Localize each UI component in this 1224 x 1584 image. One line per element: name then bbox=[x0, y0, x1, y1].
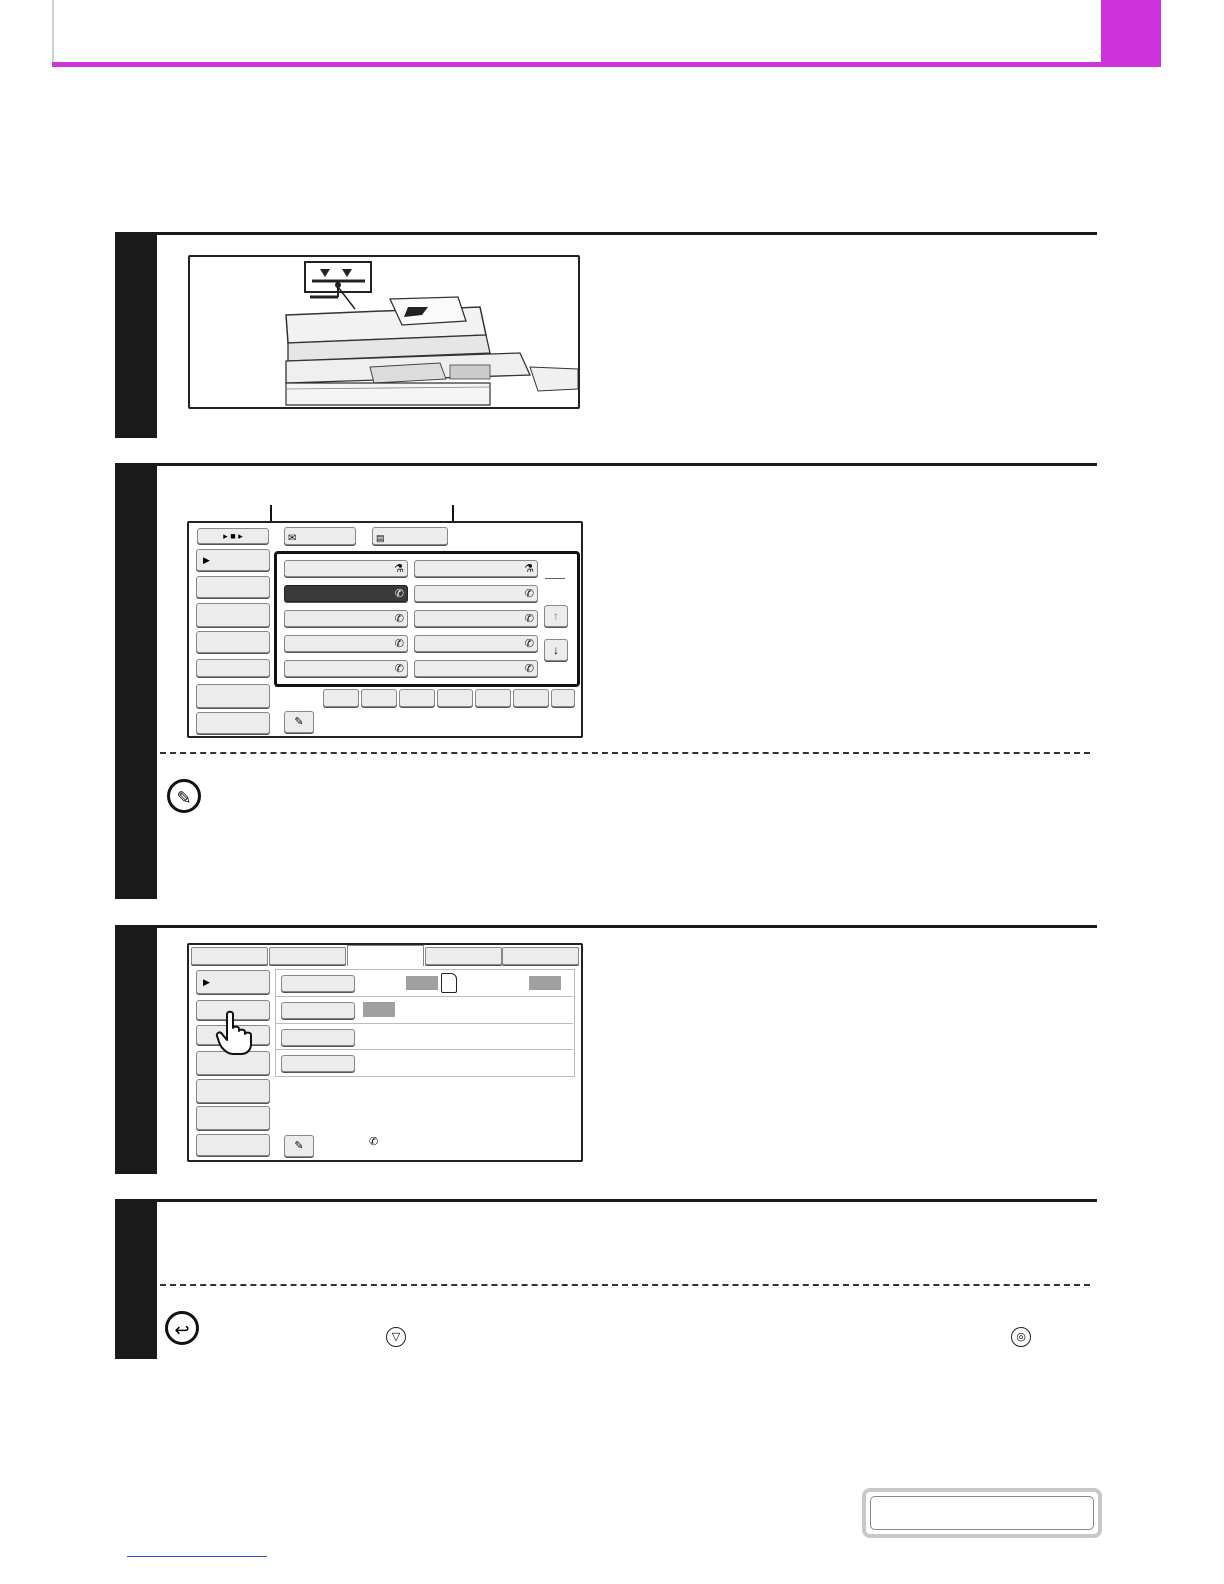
step-2-divider bbox=[160, 752, 1090, 754]
setting-value-2 bbox=[529, 976, 561, 990]
index-tab-4[interactable] bbox=[437, 689, 473, 707]
left-menu-button-6[interactable] bbox=[196, 684, 270, 708]
header-accent-tab bbox=[1101, 0, 1161, 67]
fax-tab-button[interactable] bbox=[372, 527, 448, 545]
group-icon: ⚗ bbox=[524, 563, 534, 575]
top-tab-1[interactable] bbox=[191, 947, 268, 965]
left-menu-button-e[interactable] bbox=[196, 1079, 270, 1103]
email-tab-button[interactable] bbox=[284, 527, 356, 545]
step-3-number-bar bbox=[115, 925, 157, 1174]
settings-button-2[interactable] bbox=[281, 1002, 355, 1019]
settings-button-3[interactable] bbox=[281, 1029, 355, 1046]
step-4-rule bbox=[115, 1199, 1097, 1202]
top-tab-5[interactable] bbox=[502, 947, 579, 965]
envelope-icon: ✉ bbox=[288, 533, 297, 544]
index-tab-7[interactable] bbox=[551, 689, 575, 707]
phone-icon: ✆ bbox=[394, 588, 404, 600]
index-tab-1[interactable] bbox=[323, 689, 359, 707]
setting-value-1 bbox=[406, 976, 438, 990]
destination-highlight-box bbox=[274, 551, 580, 687]
edit-settings-button[interactable] bbox=[284, 711, 314, 733]
phone-icon: ✆ bbox=[524, 638, 534, 650]
top-tab-4[interactable] bbox=[425, 947, 502, 965]
step-2-rule bbox=[115, 463, 1097, 466]
edit-icon: ✎ bbox=[294, 716, 304, 728]
top-tab-2[interactable] bbox=[269, 947, 346, 965]
original-orientation-icon bbox=[441, 973, 457, 993]
settings-button-1[interactable] bbox=[281, 975, 355, 992]
group-icon: ⚗ bbox=[394, 563, 404, 575]
step-1-illustration bbox=[188, 255, 580, 409]
settings-button-4[interactable] bbox=[281, 1055, 355, 1072]
phone-icon: ✆ bbox=[524, 588, 534, 600]
step-1-rule bbox=[115, 232, 1097, 235]
phone-icon: ✆ bbox=[369, 1136, 379, 1148]
document-feeder-illustration bbox=[190, 257, 578, 407]
edit-icon: ✎ bbox=[294, 1140, 304, 1152]
footer-link-underline[interactable] bbox=[127, 1556, 267, 1557]
left-menu-button-f[interactable] bbox=[196, 1106, 270, 1130]
stop-icon: ▽ bbox=[386, 1327, 406, 1347]
return-icon: ↩ bbox=[165, 1311, 199, 1345]
phone-icon: ✆ bbox=[394, 638, 404, 650]
play-icon: ▶ bbox=[203, 977, 210, 987]
index-tab-5[interactable] bbox=[475, 689, 511, 707]
header-accent-line bbox=[52, 62, 1102, 67]
left-menu-button-5[interactable] bbox=[196, 659, 270, 677]
pencil-icon: ✎ bbox=[167, 779, 201, 813]
left-menu-button-a[interactable] bbox=[196, 970, 270, 994]
start-icon: ◎ bbox=[1011, 1327, 1031, 1347]
step-3-rule bbox=[115, 925, 1097, 928]
contents-button[interactable] bbox=[862, 1488, 1102, 1538]
step-4-number-bar bbox=[115, 1199, 157, 1359]
top-tab-3-active[interactable] bbox=[347, 945, 424, 966]
contents-button-inner bbox=[870, 1496, 1094, 1530]
left-menu-button-7[interactable] bbox=[196, 712, 270, 734]
settings-row-divider-1 bbox=[275, 996, 573, 997]
mode-switch-button[interactable]: ▸ ■ ▸ bbox=[197, 528, 269, 544]
setting-value-3 bbox=[363, 1002, 395, 1017]
header-left-rule bbox=[52, 0, 54, 64]
index-tab-3[interactable] bbox=[399, 689, 435, 707]
left-menu-button-1[interactable] bbox=[196, 549, 270, 571]
step-1-number-bar bbox=[115, 232, 157, 438]
index-tab-6[interactable] bbox=[513, 689, 549, 707]
phone-icon: ✆ bbox=[394, 613, 404, 625]
settings-row-divider-3 bbox=[275, 1049, 573, 1050]
settings-row-divider-2 bbox=[275, 1023, 573, 1024]
step-4-divider bbox=[160, 1284, 1090, 1286]
edit-settings-button-2[interactable] bbox=[284, 1135, 314, 1157]
pointing-hand-icon bbox=[215, 1010, 255, 1056]
arrow-down-icon: ↓ bbox=[553, 643, 559, 657]
fax-icon: ▤ bbox=[376, 533, 385, 543]
play-icon: ▶ bbox=[203, 555, 210, 565]
left-menu-button-2[interactable] bbox=[196, 576, 270, 598]
left-menu-button-4[interactable] bbox=[196, 631, 270, 653]
left-menu-button-3[interactable] bbox=[196, 603, 270, 627]
phone-icon: ✆ bbox=[524, 663, 534, 675]
index-tab-2[interactable] bbox=[361, 689, 397, 707]
phone-icon: ✆ bbox=[524, 613, 534, 625]
step-2-number-bar bbox=[115, 463, 157, 899]
arrow-up-icon: ↑ bbox=[553, 609, 559, 623]
step-4 bbox=[115, 1199, 1097, 1359]
left-menu-button-g[interactable] bbox=[196, 1134, 270, 1156]
phone-icon: ✆ bbox=[394, 663, 404, 675]
